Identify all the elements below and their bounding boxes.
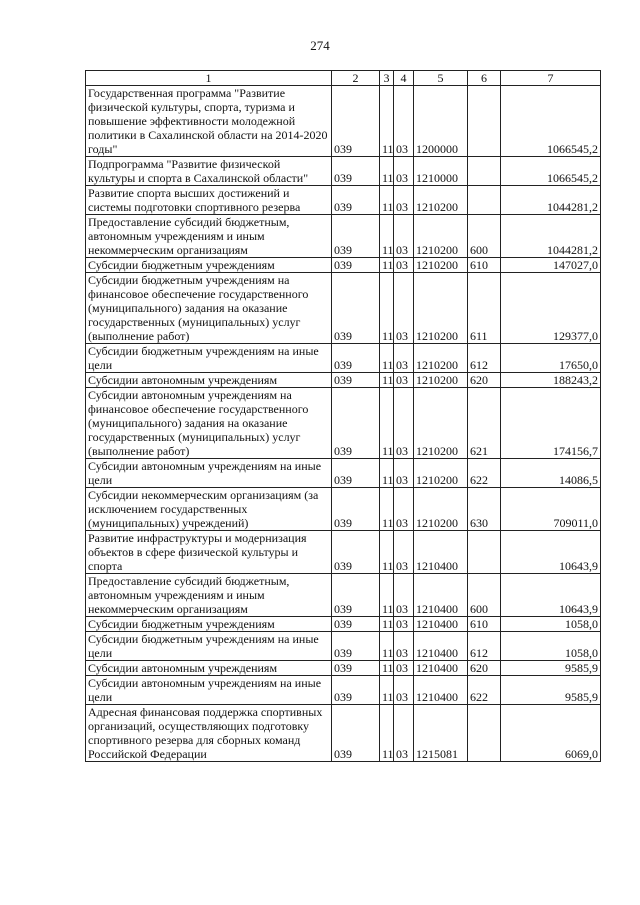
row-section-code-cell: 11 xyxy=(380,676,394,705)
row-target-code-cell: 1210200 xyxy=(414,344,468,373)
row-subsection-code-cell: 03 xyxy=(394,574,414,617)
row-ministry-code-cell: 039 xyxy=(332,215,380,258)
row-expense-type-cell: 600 xyxy=(468,574,501,617)
row-ministry-code-cell: 039 xyxy=(332,388,380,459)
row-target-code-cell: 1210200 xyxy=(414,388,468,459)
row-expense-type-cell: 611 xyxy=(468,273,501,344)
row-ministry-code-cell: 039 xyxy=(332,617,380,632)
row-name-cell: Субсидии бюджетным учреждениям на финансовое обеспечение государственного (муниципального) задания на оказание государственных (муниципальных) услуг (выполнение работ) xyxy=(86,273,332,344)
table-body xyxy=(86,86,601,762)
table-row xyxy=(86,273,601,344)
row-name-cell: Предоставление субсидий бюджетным, автономным учреждениям и иным некоммерческим организациям xyxy=(86,574,332,617)
table-row xyxy=(86,215,601,258)
row-target-code-cell: 1210200 xyxy=(414,459,468,488)
column-header: 5 xyxy=(414,71,468,86)
row-section-code-cell: 11 xyxy=(380,215,394,258)
row-ministry-code-cell: 039 xyxy=(332,661,380,676)
row-amount-cell: 1044281,2 xyxy=(501,215,601,258)
row-amount-cell: 9585,9 xyxy=(501,661,601,676)
table-header-row xyxy=(86,71,601,86)
row-section-code-cell: 11 xyxy=(380,632,394,661)
row-expense-type-cell xyxy=(468,186,501,215)
table-row xyxy=(86,157,601,186)
row-target-code-cell: 1210400 xyxy=(414,531,468,574)
row-expense-type-cell: 620 xyxy=(468,661,501,676)
row-name-cell: Развитие спорта высших достижений и системы подготовки спортивного резерва xyxy=(86,186,332,215)
row-amount-cell: 6069,0 xyxy=(501,705,601,762)
table-row xyxy=(86,186,601,215)
row-amount-cell: 1066545,2 xyxy=(501,86,601,157)
row-subsection-code-cell: 03 xyxy=(394,459,414,488)
table-row xyxy=(86,661,601,676)
row-section-code-cell: 11 xyxy=(380,661,394,676)
row-name-cell: Субсидии автономным учреждениям xyxy=(86,661,332,676)
row-subsection-code-cell: 03 xyxy=(394,258,414,273)
table-row xyxy=(86,344,601,373)
row-subsection-code-cell: 03 xyxy=(394,531,414,574)
column-header: 3 xyxy=(380,71,394,86)
row-expense-type-cell: 610 xyxy=(468,617,501,632)
table-row xyxy=(86,617,601,632)
row-target-code-cell: 1210400 xyxy=(414,574,468,617)
row-target-code-cell: 1215081 xyxy=(414,705,468,762)
row-subsection-code-cell: 03 xyxy=(394,617,414,632)
row-amount-cell: 14086,5 xyxy=(501,459,601,488)
row-subsection-code-cell: 03 xyxy=(394,86,414,157)
row-section-code-cell: 11 xyxy=(380,617,394,632)
table-row xyxy=(86,705,601,762)
row-section-code-cell: 11 xyxy=(380,488,394,531)
budget-table xyxy=(85,70,601,762)
row-name-cell: Субсидии бюджетным учреждениям на иные цели xyxy=(86,632,332,661)
row-subsection-code-cell: 03 xyxy=(394,215,414,258)
row-target-code-cell: 1210200 xyxy=(414,258,468,273)
row-name-cell: Субсидии автономным учреждениям на финансовое обеспечение государственного (муниципального) задания на оказание государственных (муниципальных) услуг (выполнение работ) xyxy=(86,388,332,459)
row-expense-type-cell: 612 xyxy=(468,344,501,373)
row-expense-type-cell: 620 xyxy=(468,373,501,388)
row-target-code-cell: 1210200 xyxy=(414,273,468,344)
row-target-code-cell: 1210200 xyxy=(414,215,468,258)
table-row xyxy=(86,86,601,157)
row-name-cell: Государственная программа "Развитие физической культуры, спорта, туризма и повышение эффективности молодежной политики в Сахалинской области на 2014-2020 годы" xyxy=(86,86,332,157)
row-ministry-code-cell: 039 xyxy=(332,488,380,531)
row-name-cell: Субсидии некоммерческим организациям (за исключением государственных (муниципальных) учреждений) xyxy=(86,488,332,531)
row-ministry-code-cell: 039 xyxy=(332,273,380,344)
row-name-cell: Субсидии бюджетным учреждениям на иные цели xyxy=(86,344,332,373)
table-row xyxy=(86,488,601,531)
row-expense-type-cell xyxy=(468,705,501,762)
row-amount-cell: 147027,0 xyxy=(501,258,601,273)
row-ministry-code-cell: 039 xyxy=(332,258,380,273)
table-row xyxy=(86,388,601,459)
row-amount-cell: 129377,0 xyxy=(501,273,601,344)
row-expense-type-cell: 610 xyxy=(468,258,501,273)
row-ministry-code-cell: 039 xyxy=(332,157,380,186)
table-row xyxy=(86,373,601,388)
table-row xyxy=(86,574,601,617)
row-expense-type-cell xyxy=(468,531,501,574)
row-name-cell: Подпрограмма "Развитие физической культуры и спорта в Сахалинской области" xyxy=(86,157,332,186)
row-name-cell: Субсидии автономным учреждениям xyxy=(86,373,332,388)
row-subsection-code-cell: 03 xyxy=(394,676,414,705)
row-subsection-code-cell: 03 xyxy=(394,157,414,186)
row-target-code-cell: 1210400 xyxy=(414,617,468,632)
row-name-cell: Адресная финансовая поддержка спортивных организаций, осуществляющих подготовку спортивного резерва для сборных команд Российской Федерации xyxy=(86,705,332,762)
row-name-cell: Предоставление субсидий бюджетным, автономным учреждениям и иным некоммерческим организациям xyxy=(86,215,332,258)
row-section-code-cell: 11 xyxy=(380,273,394,344)
row-ministry-code-cell: 039 xyxy=(332,344,380,373)
row-amount-cell: 709011,0 xyxy=(501,488,601,531)
row-ministry-code-cell: 039 xyxy=(332,531,380,574)
row-amount-cell: 1066545,2 xyxy=(501,157,601,186)
row-target-code-cell: 1210200 xyxy=(414,488,468,531)
row-expense-type-cell: 600 xyxy=(468,215,501,258)
column-header: 4 xyxy=(394,71,414,86)
row-amount-cell: 1044281,2 xyxy=(501,186,601,215)
table-row xyxy=(86,632,601,661)
row-amount-cell: 174156,7 xyxy=(501,388,601,459)
page-number: 274 xyxy=(310,38,330,53)
row-expense-type-cell: 612 xyxy=(468,632,501,661)
row-subsection-code-cell: 03 xyxy=(394,705,414,762)
row-amount-cell: 17650,0 xyxy=(501,344,601,373)
row-ministry-code-cell: 039 xyxy=(332,459,380,488)
row-subsection-code-cell: 03 xyxy=(394,488,414,531)
row-subsection-code-cell: 03 xyxy=(394,373,414,388)
table-row xyxy=(86,258,601,273)
row-section-code-cell: 11 xyxy=(380,186,394,215)
row-ministry-code-cell: 039 xyxy=(332,186,380,215)
row-subsection-code-cell: 03 xyxy=(394,388,414,459)
row-ministry-code-cell: 039 xyxy=(332,373,380,388)
row-target-code-cell: 1200000 xyxy=(414,86,468,157)
row-ministry-code-cell: 039 xyxy=(332,574,380,617)
row-name-cell: Развитие инфраструктуры и модернизация объектов в сфере физической культуры и спорта xyxy=(86,531,332,574)
row-expense-type-cell: 622 xyxy=(468,676,501,705)
row-amount-cell: 9585,9 xyxy=(501,676,601,705)
row-section-code-cell: 11 xyxy=(380,459,394,488)
table-row xyxy=(86,459,601,488)
row-ministry-code-cell: 039 xyxy=(332,705,380,762)
row-section-code-cell: 11 xyxy=(380,388,394,459)
row-target-code-cell: 1210400 xyxy=(414,632,468,661)
row-name-cell: Субсидии автономным учреждениям на иные цели xyxy=(86,459,332,488)
row-ministry-code-cell: 039 xyxy=(332,632,380,661)
row-target-code-cell: 1210000 xyxy=(414,157,468,186)
row-subsection-code-cell: 03 xyxy=(394,632,414,661)
row-subsection-code-cell: 03 xyxy=(394,344,414,373)
row-section-code-cell: 11 xyxy=(380,157,394,186)
row-expense-type-cell: 630 xyxy=(468,488,501,531)
row-section-code-cell: 11 xyxy=(380,86,394,157)
table-row xyxy=(86,676,601,705)
column-header: 6 xyxy=(468,71,501,86)
row-expense-type-cell xyxy=(468,86,501,157)
row-subsection-code-cell: 03 xyxy=(394,273,414,344)
row-expense-type-cell xyxy=(468,157,501,186)
row-amount-cell: 188243,2 xyxy=(501,373,601,388)
row-section-code-cell: 11 xyxy=(380,373,394,388)
row-section-code-cell: 11 xyxy=(380,344,394,373)
row-amount-cell: 10643,9 xyxy=(501,531,601,574)
row-name-cell: Субсидии бюджетным учреждениям xyxy=(86,258,332,273)
table-row xyxy=(86,531,601,574)
column-header: 7 xyxy=(501,71,601,86)
row-expense-type-cell: 621 xyxy=(468,388,501,459)
row-ministry-code-cell: 039 xyxy=(332,86,380,157)
column-header: 2 xyxy=(332,71,380,86)
row-section-code-cell: 11 xyxy=(380,531,394,574)
row-amount-cell: 1058,0 xyxy=(501,632,601,661)
row-name-cell: Субсидии бюджетным учреждениям xyxy=(86,617,332,632)
row-ministry-code-cell: 039 xyxy=(332,676,380,705)
row-target-code-cell: 1210200 xyxy=(414,186,468,215)
row-target-code-cell: 1210400 xyxy=(414,661,468,676)
row-amount-cell: 1058,0 xyxy=(501,617,601,632)
row-subsection-code-cell: 03 xyxy=(394,661,414,676)
row-amount-cell: 10643,9 xyxy=(501,574,601,617)
row-name-cell: Субсидии автономным учреждениям на иные цели xyxy=(86,676,332,705)
row-expense-type-cell: 622 xyxy=(468,459,501,488)
row-section-code-cell: 11 xyxy=(380,705,394,762)
row-subsection-code-cell: 03 xyxy=(394,186,414,215)
row-section-code-cell: 11 xyxy=(380,574,394,617)
row-section-code-cell: 11 xyxy=(380,258,394,273)
row-target-code-cell: 1210400 xyxy=(414,676,468,705)
row-target-code-cell: 1210200 xyxy=(414,373,468,388)
column-header: 1 xyxy=(86,71,332,86)
